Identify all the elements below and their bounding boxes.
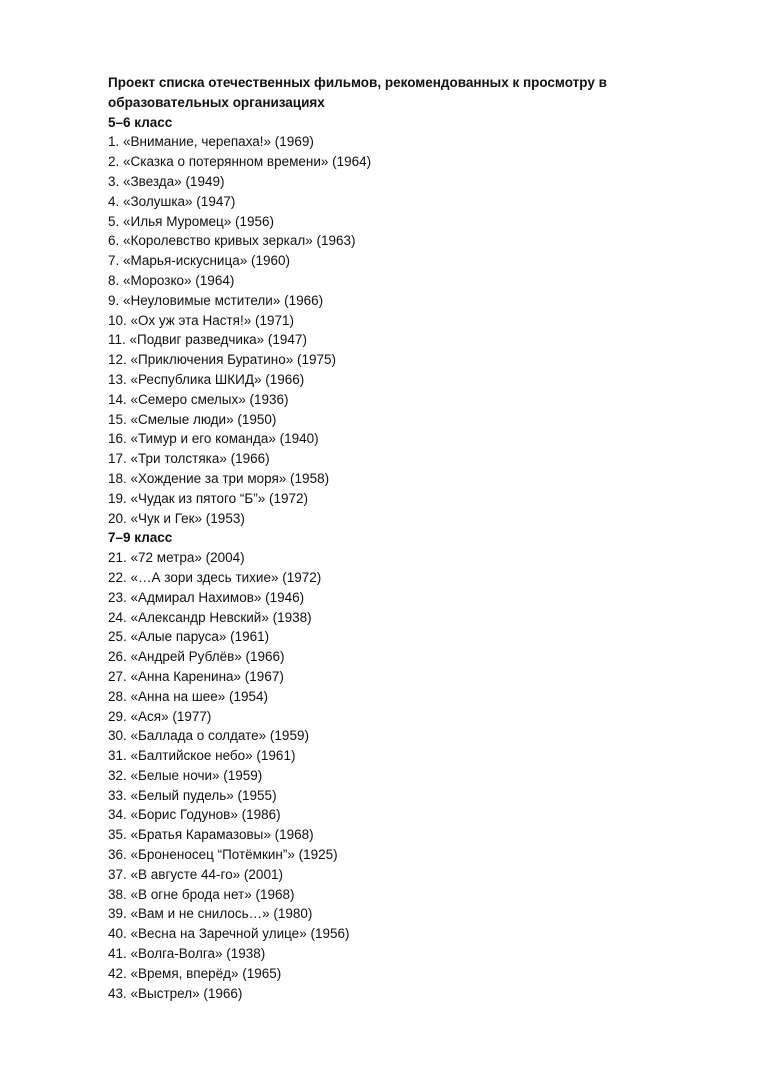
film-list xyxy=(108,548,698,1003)
film-list-item: 17. «Три толстяка» (1966) xyxy=(108,451,270,467)
film-list-item: 42. «Время, вперёд» (1965) xyxy=(108,965,282,981)
film-list-item: 6. «Королевство кривых зеркал» (1963) xyxy=(108,233,356,249)
film-list-item: 28. «Анна на шее» (1954) xyxy=(108,688,269,704)
film-list-item: 18. «Хождение за три моря» (1958) xyxy=(108,470,330,486)
document-content xyxy=(108,73,698,1003)
film-list-item: 34. «Борис Годунов» (1986) xyxy=(108,807,281,823)
film-list-item: 21. «72 метра» (2004) xyxy=(108,550,245,566)
film-list-item: 8. «Морозко» (1964) xyxy=(108,272,235,288)
film-list-item: 24. «Александр Невский» (1938) xyxy=(108,609,312,625)
film-list-item: 30. «Баллада о солдате» (1959) xyxy=(108,728,309,744)
film-list-item: 39. «Вам и не снилось…» (1980) xyxy=(108,906,313,922)
film-list-item: 14. «Семеро смелых» (1936) xyxy=(108,391,289,407)
section-heading: 5–6 класс xyxy=(108,114,173,130)
film-list-item: 38. «В огне брода нет» (1968) xyxy=(108,886,295,902)
film-list-item: 12. «Приключения Буратино» (1975) xyxy=(108,352,336,368)
film-list-item: 19. «Чудак из пятого “Б”» (1972) xyxy=(108,490,309,506)
film-list-item: 3. «Звезда» (1949) xyxy=(108,173,225,189)
film-list-item: 10. «Ох уж эта Настя!» (1971) xyxy=(108,312,294,328)
film-list-item: 40. «Весна на Заречной улице» (1956) xyxy=(108,926,350,942)
film-list-item: 35. «Братья Карамазовы» (1968) xyxy=(108,827,314,843)
film-list-item: 23. «Адмирал Нахимов» (1946) xyxy=(108,589,305,605)
film-list-item: 22. «…А зори здесь тихие» (1972) xyxy=(108,569,322,585)
film-list-item: 31. «Балтийское небо» (1961) xyxy=(108,748,296,764)
film-list-item: 7. «Марья-искусница» (1960) xyxy=(108,253,290,269)
film-list-item: 27. «Анна Каренина» (1967) xyxy=(108,668,284,684)
film-list-item: 36. «Броненосец “Потёмкин”» (1925) xyxy=(108,847,338,863)
film-list-item: 4. «Золушка» (1947) xyxy=(108,193,236,209)
film-list-item: 26. «Андрей Рублёв» (1966) xyxy=(108,649,285,665)
film-list xyxy=(108,132,698,528)
film-list-item: 13. «Республика ШКИД» (1966) xyxy=(108,371,305,387)
film-list-item: 37. «В августе 44-го» (2001) xyxy=(108,866,283,882)
film-sections xyxy=(108,113,698,1004)
film-list-item: 15. «Смелые люди» (1950) xyxy=(108,411,277,427)
film-list-item: 1. «Внимание, черепаха!» (1969) xyxy=(108,134,314,150)
film-list-item: 9. «Неуловимые мстители» (1966) xyxy=(108,292,324,308)
film-list-item: 2. «Сказка о потерянном времени» (1964) xyxy=(108,154,372,170)
film-list-item: 16. «Тимур и его команда» (1940) xyxy=(108,431,319,447)
film-list-item: 25. «Алые паруса» (1961) xyxy=(108,629,270,645)
film-list-item: 5. «Илья Муромец» (1956) xyxy=(108,213,275,229)
film-list-item: 20. «Чук и Гек» (1953) xyxy=(108,510,245,526)
film-list-item: 41. «Волга-Волга» (1938) xyxy=(108,946,266,962)
document-title: Проект списка отечественных фильмов, рекомендованных к просмотру в образовательных организациях xyxy=(108,75,607,110)
section-heading: 7–9 класс xyxy=(108,530,173,546)
film-list-item: 32. «Белые ночи» (1959) xyxy=(108,767,263,783)
film-list-item: 33. «Белый пудель» (1955) xyxy=(108,787,277,803)
film-list-item: 11. «Подвиг разведчика» (1947) xyxy=(108,332,307,348)
film-list-item: 29. «Ася» (1977) xyxy=(108,708,212,724)
film-list-item: 43. «Выстрел» (1966) xyxy=(108,985,243,1001)
